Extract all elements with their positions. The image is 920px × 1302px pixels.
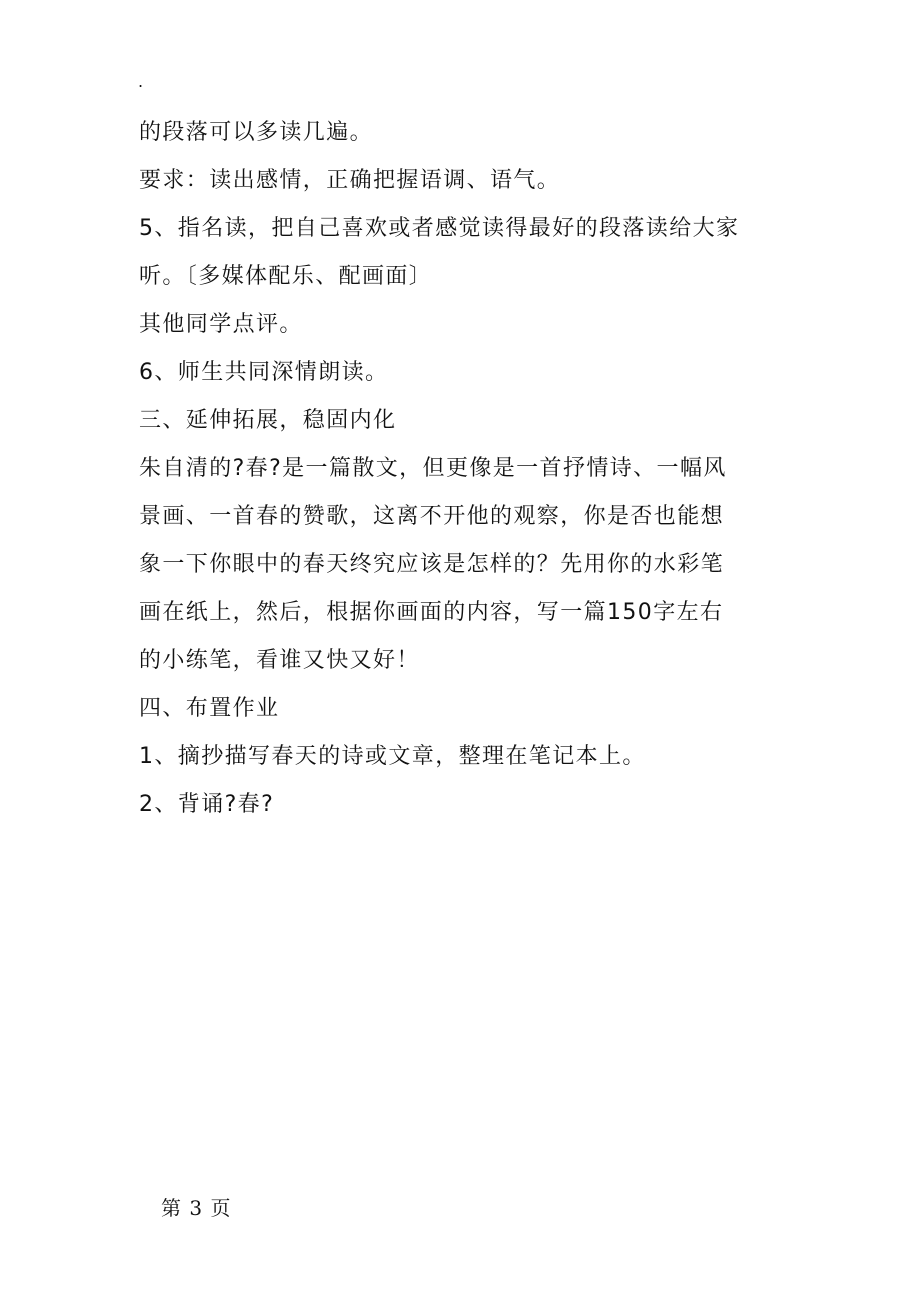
homework-item: 1、摘抄描写春天的诗或文章，整理在笔记本上。: [139, 744, 646, 769]
homework-heading: 四、布置作业: [139, 696, 280, 721]
paragraph-line: 象一下你眼中的春天终究应该是怎样的？先用你的水彩笔: [139, 552, 725, 577]
page-number: 第 3 页: [161, 1196, 232, 1220]
text-line: 其他同学点评。: [139, 312, 303, 337]
text-line: 6、师生共同深情朗读。: [139, 360, 389, 385]
section-heading: 三、延伸拓展，稳固内化: [139, 408, 397, 433]
homework-item: 2、背诵?春?: [139, 792, 275, 817]
document-body: [139, 109, 779, 829]
paragraph-line: 景画、一首春的赞歌，这离不开他的观察，你是否也能想: [139, 504, 725, 529]
header-mark: .: [138, 72, 144, 91]
text-line: 5、指名读，把自己喜欢或者感觉读得最好的段落读给大家: [139, 216, 740, 241]
text-line: 的段落可以多读几遍。: [139, 120, 374, 145]
paragraph-line: 画在纸上，然后，根据你画面的内容，写一篇150字左右: [139, 600, 724, 625]
text-line: 要求：读出感情，正确把握语调、语气。: [139, 168, 561, 193]
paragraph-line: 的小练笔，看谁又快又好！: [139, 648, 420, 673]
paragraph-line: 朱自清的?春?是一篇散文，但更像是一首抒情诗、一幅风: [139, 456, 727, 481]
text-line: 听。〔多媒体配乐、配画面〕: [139, 264, 433, 289]
